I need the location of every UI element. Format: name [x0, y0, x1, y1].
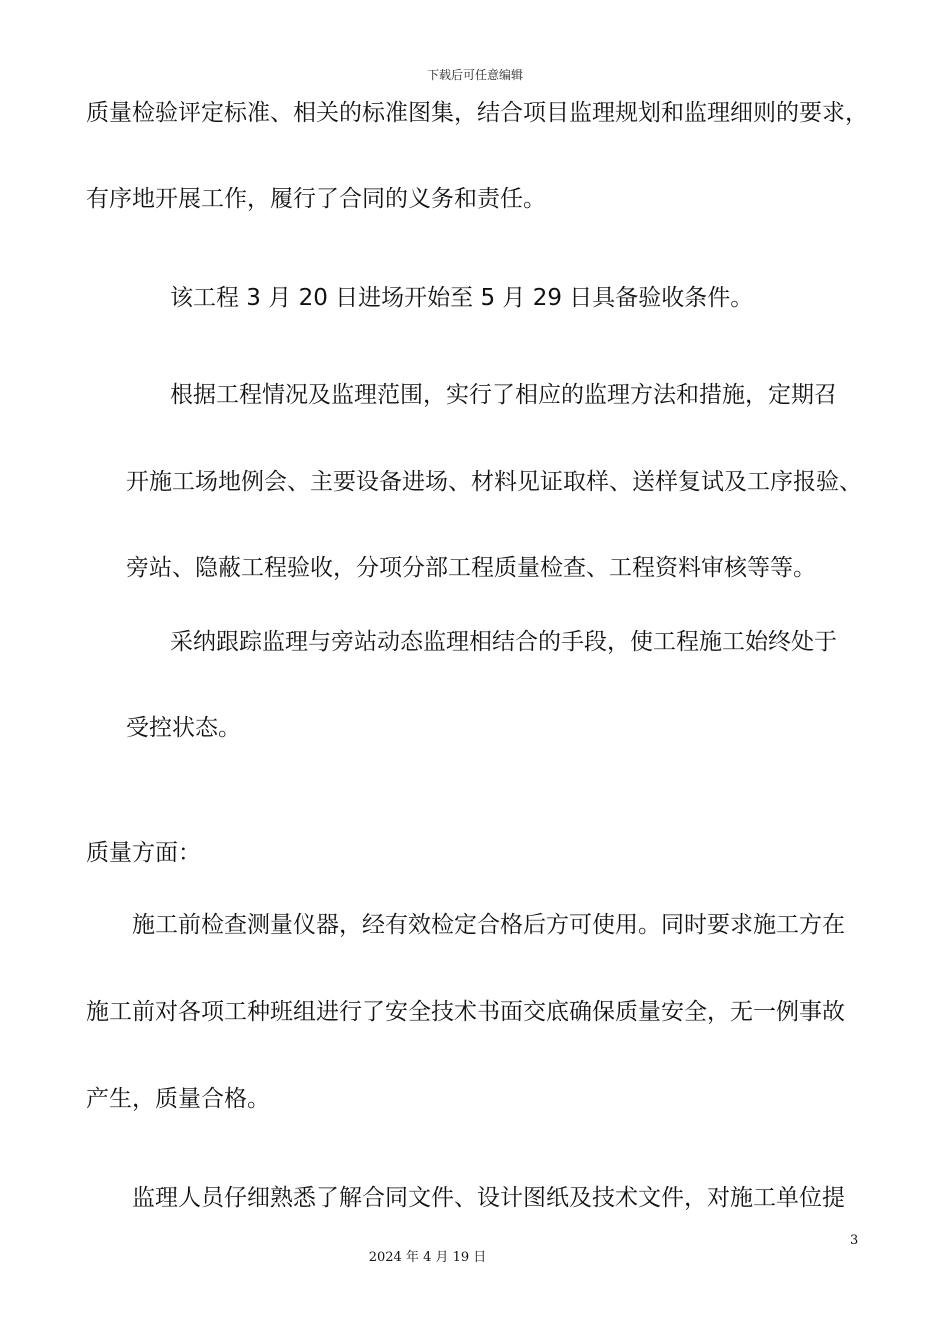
text-line: 施工前对各项工种班组进行了安全技术书面交底确保质量安全，无一例事故 — [86, 999, 845, 1025]
text-line: 产生，质量合格。 — [86, 1086, 270, 1112]
text-line: 旁站、隐蔽工程验收，分项分部工程质量检查、工程资料审核等等。 — [126, 555, 816, 581]
page-header-note: 下载后可任意编辑 — [426, 68, 523, 82]
footer-date: 2024 年 4 月 19 日 — [368, 1250, 487, 1265]
text-line: 有序地开展工作，履行了合同的义务和责任。 — [86, 186, 546, 212]
text-line: 该工程 3 月 20 日进场开始至 5 月 29 日具备验收条件。 — [170, 285, 754, 311]
text-line: 采纳跟踪监理与旁站动态监理相结合的手段，使工程施工始终处于 — [170, 629, 837, 655]
text-line: 受控状态。 — [126, 715, 241, 741]
text-line: 开施工场地例会、主要设备进场、材料见证取样、送样复试及工序报验、 — [126, 469, 862, 495]
section-heading: 质量方面： — [86, 840, 201, 866]
text-line: 质量检验评定标准、相关的标准图集，结合项目监理规划和监理细则的要求， — [86, 100, 868, 126]
page-number: 3 — [850, 1233, 859, 1248]
text-line: 根据工程情况及监理范围，实行了相应的监理方法和措施，定期召 — [170, 382, 837, 408]
text-line: 施工前检查测量仪器，经有效检定合格后方可使用。同时要求施工方在 — [132, 912, 845, 938]
text-line: 监理人员仔细熟悉了解合同文件、设计图纸及技术文件，对施工单位提 — [132, 1185, 845, 1211]
